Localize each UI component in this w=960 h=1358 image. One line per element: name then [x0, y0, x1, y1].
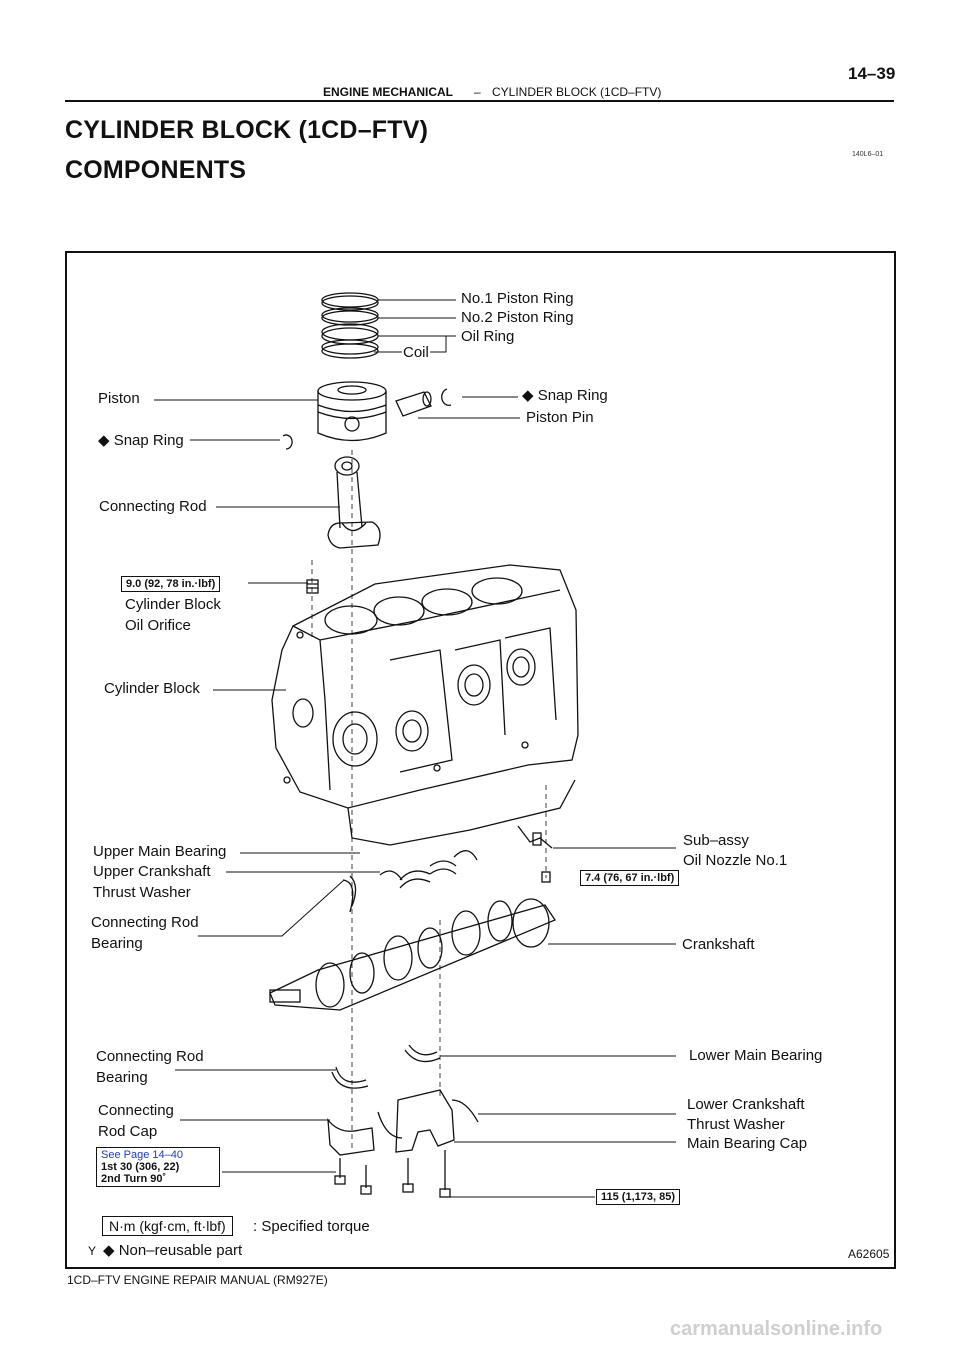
label-cylinder-block-oil-orifice-1: Cylinder Block — [125, 596, 221, 613]
label-con-rod-bearing-upper-2: Bearing — [91, 935, 143, 952]
header-separator: – — [474, 85, 481, 99]
legend-nonreusable: ◆ Non–reusable part — [103, 1242, 243, 1259]
label-cylinder-block: Cylinder Block — [104, 680, 200, 697]
legend-units-desc: : Specified torque — [253, 1218, 370, 1235]
main-bearing-cap-part — [396, 1090, 454, 1152]
label-snap-ring-left: ◆ Snap Ring — [98, 432, 184, 449]
label-lower-main-bearing: Lower Main Bearing — [689, 1047, 823, 1064]
label-main-bearing-cap: Main Bearing Cap — [687, 1135, 808, 1152]
upper-thrust-washer-part — [380, 871, 402, 880]
snap-ring-left-part — [283, 435, 292, 449]
label-con-rod-cap-2: Rod Cap — [98, 1123, 158, 1140]
label-no1-piston-ring: No.1 Piston Ring — [461, 290, 574, 307]
upper-main-bearing-part — [343, 876, 356, 912]
torque-oil-nozzle: 7.4 (76, 67 in.·lbf) — [580, 870, 679, 886]
cylinder-block-part — [272, 565, 578, 845]
watermark: carmanualsonline.info — [670, 1318, 883, 1340]
corner-mark: Y — [88, 1244, 97, 1258]
torque-1st: 1st 30 (306, 22) — [101, 1161, 180, 1173]
label-cylinder-block-oil-orifice-2: Oil Orifice — [125, 617, 191, 634]
upper-main-bearing-part-2 — [400, 871, 430, 888]
label-lower-thrust-1: Lower Crankshaft — [687, 1096, 805, 1113]
torque-main-cap: 115 (1,173, 85) — [596, 1189, 680, 1205]
piston-pin-part — [396, 392, 431, 416]
figure-code: 140L6–01 — [852, 151, 884, 158]
label-upper-main-bearing: Upper Main Bearing — [93, 843, 227, 860]
torque-oil-orifice: 9.0 (92, 78 in.·lbf) — [121, 576, 220, 592]
footer-manual: 1CD–FTV ENGINE REPAIR MANUAL (RM927E) — [67, 1273, 328, 1287]
con-rod-cap-part — [328, 1120, 374, 1155]
label-lower-thrust-2: Thrust Washer — [687, 1116, 785, 1133]
lower-main-bearing-part — [405, 1045, 440, 1062]
label-piston-pin: Piston Pin — [526, 409, 594, 426]
label-sub-assy-1: Sub–assy — [683, 832, 749, 849]
crankshaft-part — [270, 899, 555, 1010]
see-page-link[interactable]: See Page 14–40 — [101, 1149, 183, 1161]
piston-rings — [322, 293, 378, 358]
piston-part — [318, 382, 386, 441]
oil-orifice-part — [307, 580, 318, 593]
torque-2nd: 2nd Turn 90˚ — [101, 1173, 167, 1185]
header-section: ENGINE MECHANICAL — [323, 85, 454, 99]
figure-id: A62605 — [848, 1247, 890, 1261]
label-snap-ring-right: ◆ Snap Ring — [522, 387, 608, 404]
snap-ring-right-part — [442, 389, 451, 405]
upper-main-bearing-part-4 — [454, 851, 477, 860]
torque-con-rod-cap — [96, 1147, 220, 1187]
label-upper-thrust-2: Thrust Washer — [93, 884, 191, 901]
label-upper-thrust-1: Upper Crankshaft — [93, 863, 211, 880]
upper-main-bearing-part-3 — [430, 861, 456, 874]
header-subsection: CYLINDER BLOCK (1CD–FTV) — [492, 85, 662, 99]
con-rod-bearing-lower-part — [332, 1067, 368, 1088]
leader-lines — [154, 300, 676, 1197]
oil-nozzle-part — [518, 826, 552, 882]
label-con-rod-bearing-lower-2: Bearing — [96, 1069, 148, 1086]
label-no2-piston-ring: No.2 Piston Ring — [461, 309, 574, 326]
page-subtitle: COMPONENTS — [65, 156, 247, 184]
label-piston: Piston — [98, 390, 140, 407]
label-con-rod-bearing-upper-1: Connecting Rod — [91, 914, 199, 931]
label-coil: Coil — [403, 344, 429, 361]
label-con-rod-bearing-lower-1: Connecting Rod — [96, 1048, 204, 1065]
bolts-part — [335, 1150, 450, 1197]
label-connecting-rod: Connecting Rod — [99, 498, 207, 515]
page-title: CYLINDER BLOCK (1CD–FTV) — [65, 116, 429, 144]
label-oil-ring: Oil Ring — [461, 328, 515, 345]
lower-thrust-washer-part — [378, 1100, 478, 1138]
connecting-rod-part — [328, 457, 380, 548]
label-con-rod-cap-1: Connecting — [98, 1102, 174, 1119]
label-sub-assy-2: Oil Nozzle No.1 — [683, 852, 788, 869]
legend-units-box: N·m (kgf·cm, ft·lbf) — [102, 1216, 233, 1236]
page-number: 14–39 — [848, 64, 896, 83]
label-crankshaft: Crankshaft — [682, 936, 755, 953]
